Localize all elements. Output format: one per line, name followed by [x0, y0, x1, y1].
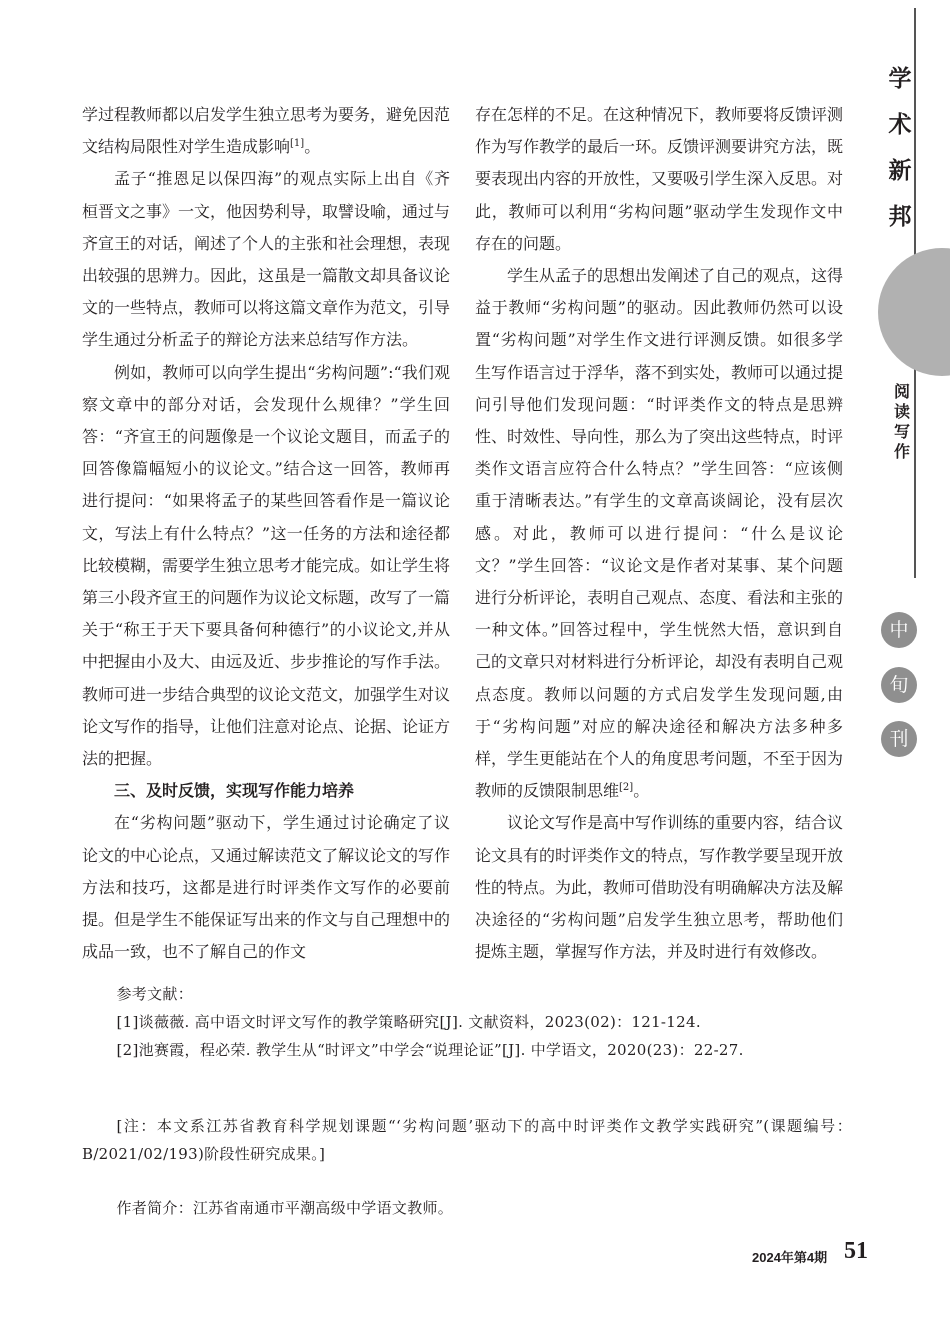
- page-number: 51: [844, 1238, 868, 1264]
- note-text: [注：本文系江苏省教育科学规划课题“‘劣构问题’驱动下的高中时评类作文教学实践研究”(课题编号：B/2021/02/193)阶段性研究成果。]: [82, 1117, 852, 1163]
- citation-mark: [2]: [619, 782, 634, 794]
- journal-badge: 刊: [881, 721, 917, 757]
- reference-item: [2]池赛霞，程必荣. 教学生从“时评文”中学会“说理论证”[J]. 中学语文，2020(23)：22-27.: [116, 1041, 744, 1059]
- references: [82, 980, 852, 1064]
- section-heading: 三、及时反馈，实现写作能力培养: [114, 781, 355, 801]
- section-label: 阅 读 写 作: [893, 382, 910, 461]
- author-text: 作者简介：江苏省南通市平潮高级中学语文教师。: [116, 1199, 454, 1217]
- paragraph: 学生从孟子的思想出发阐述了自己的观点，这得益于教师“劣构问题”的驱动。因此教师仍然可以设置“劣构问题”对学生作文进行评测反馈。如很多学生写作语言过于浮华，落不到实处，教师可以通过提问引导他们发现问题：“时评类作文的特点是思辨性、时效性、导向性，那么为了突出这些特点，时评类作文语言应符合什么特点？”学生回答：“应该侧重于清晰表达。”有学生的文章高谈阔论，没有层次感。对此，教师可以进行提问：“什么是议论文？”学生回答：“议论文是作者对某事、某个问题进行分析评论，表明自己观点、态度、看法和主张的一种文体。”回答过程中，学生恍然大悟，意识到自己的文章只对材料进行分析评论，却没有表明自己观点态度。教师以问题的方式启发学生发现问题,由于“劣构问题”对应的解决途径和解决方法多种多样，学生更能站在个人的角度思考问题，不至于因为教师的反馈限制思维[2]。: [475, 266, 844, 801]
- paragraph: 学过程教师都以启发学生独立思考为要务，避免因范文结构局限性对学生造成影响[1]。: [82, 105, 451, 157]
- right-column: [475, 99, 843, 968]
- citation-mark: [1]: [290, 138, 305, 150]
- issue-label: 2024年第4期: [752, 1250, 828, 1265]
- funding-note: [82, 1112, 852, 1168]
- paragraph: 孟子“推恩足以保四海”的观点实际上出自《齐桓晋文之事》一文，他因势利导，取譬设喻，通过与齐宣王的对话，阐述了个人的主张和社会理想，表现出较强的思辨力。因此，这虽是一篇散文却具备议论文的一些特点，教师可以将这篇文章作为范文，引导学生通过分析孟子的辩论方法来总结写作方法。: [82, 169, 451, 350]
- column-title: 学 术 新 邦: [888, 66, 912, 230]
- paragraph: 存在怎样的不足。在这种情况下，教师要将反馈评测作为写作教学的最后一环。反馈评测要讲究方法，既要表现出内容的开放性，又要吸引学生深入反思。对此，教师可以利用“劣构问题”驱动学生发现作文中存在的问题。: [475, 105, 844, 253]
- references-heading: 参考文献：: [116, 985, 194, 1003]
- journal-badge: 中: [881, 612, 917, 648]
- left-column: [82, 99, 450, 968]
- reference-item: [1]谈薇薇. 高中语文时评文写作的教学策略研究[J]. 文献资料，2023(02)：121-124.: [116, 1013, 701, 1031]
- paragraph: 议论文写作是高中写作训练的重要内容，结合议论文具有的时评类作文的特点，写作教学要呈现开放性的特点。为此，教师可借助没有明确解决方法及解决途径的“劣构问题”启发学生独立思考，帮助他们提炼主题，掌握写作方法，并及时进行有效修改。: [475, 813, 844, 962]
- journal-badge: 旬: [881, 667, 917, 703]
- decorative-circle: [878, 248, 950, 376]
- author-bio: [82, 1194, 852, 1222]
- paragraph: 在“劣构问题”驱动下，学生通过讨论确定了议论文的中心论点，又通过解读范文了解议论文的写作方法和技巧，这都是进行时评类作文写作的必要前提。但是学生不能保证写出来的作文与自己理想中的成品一致，也不了解自己的作文: [82, 813, 451, 962]
- paragraph: 例如，教师可以向学生提出“劣构问题”:“我们观察文章中的部分对话，会发现什么规律？”学生回答：“齐宣王的问题像是一个议论文题目，而孟子的回答像篇幅短小的议论文。”结合这一回答，教师再进行提问：“如果将孟子的某些回答看作是一篇议论文，写法上有什么特点？”这一任务的方法和途径都比较模糊，需要学生独立思考才能完成。如让学生将第三小段齐宣王的问题作为议论文标题，改写了一篇关于“称王于天下要具备何种德行”的小议论文,并从中把握由小及大、由远及近、步步推论的写作手法。教师可进一步结合典型的议论文范文，加强学生对议论文写作的指导，让他们注意对论点、论据、论证方法的把握。: [82, 362, 451, 769]
